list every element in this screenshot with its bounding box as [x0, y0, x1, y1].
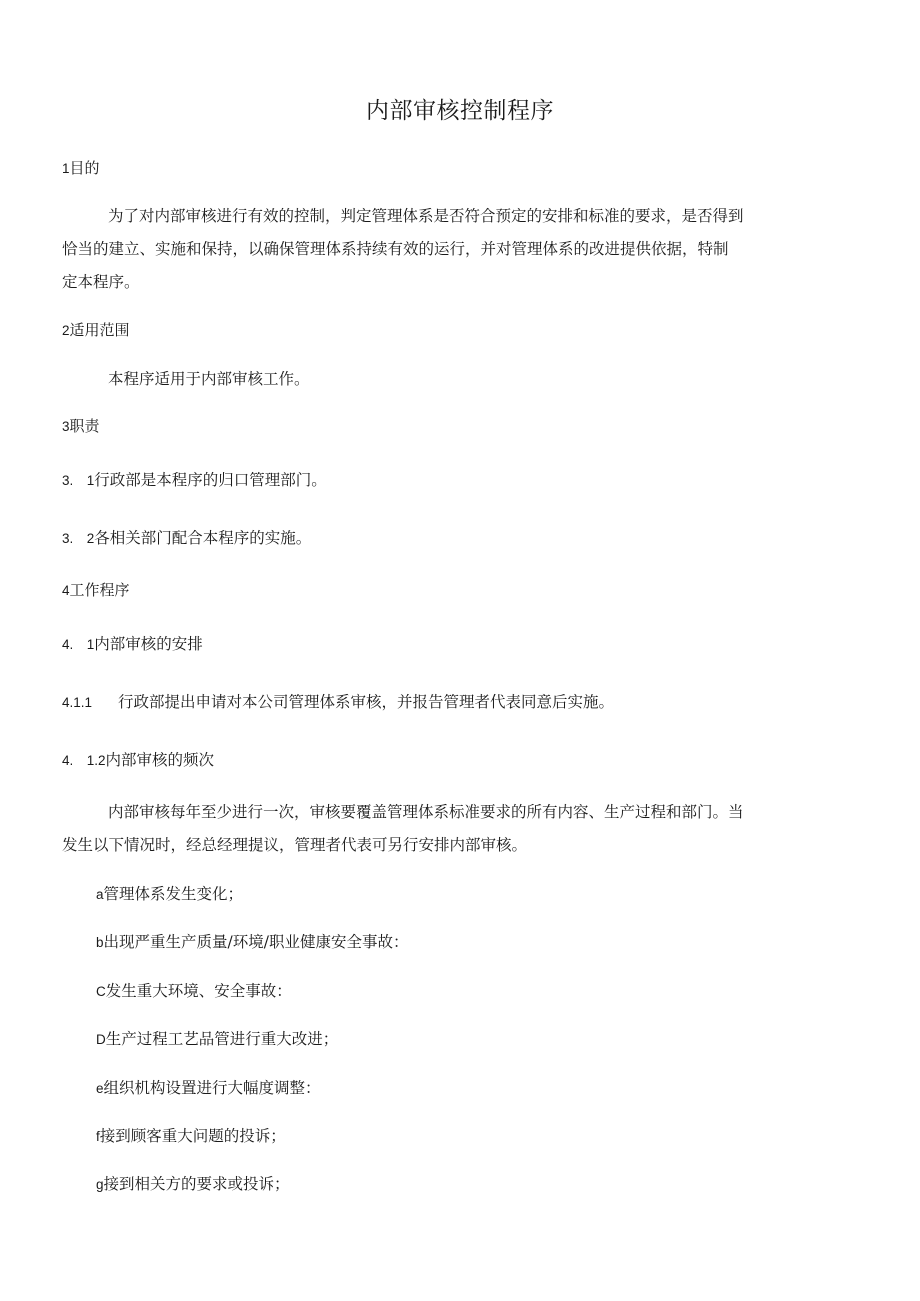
condition-item-f: [96, 1124, 286, 1146]
condition-text: 发生重大环境、安全事故：: [105, 982, 292, 1000]
condition-letter: D: [96, 1032, 106, 1047]
subsection-4-1-1: [62, 690, 614, 712]
document-title: 内部审核控制程序: [366, 98, 554, 124]
condition-letter: f: [96, 1129, 100, 1144]
purpose-line-3: 定本程序。: [62, 273, 140, 291]
section-number: 4: [62, 583, 70, 598]
condition-letter: g: [96, 1177, 104, 1192]
subsection-number: 4.1.1: [62, 695, 93, 710]
item-text: 行政部是本程序的归口管理部门。: [94, 471, 327, 489]
section-number: 3: [62, 419, 70, 434]
condition-item-c: [96, 979, 292, 1001]
section-number: 1: [62, 161, 70, 176]
section-heading-text: 职责: [69, 417, 100, 435]
purpose-line-2: 恰当的建立、实施和保持，以确保管理体系持续有效的运行，并对管理体系的改进提供依据，特制: [62, 240, 729, 258]
subsection-number: 4. 1.2: [62, 753, 106, 768]
condition-text: 组织机构设置进行大幅度调整：: [103, 1079, 321, 1097]
condition-text: 生产过程工艺品管进行重大改进；: [105, 1030, 339, 1048]
item-number: 3. 2: [62, 531, 95, 546]
responsibility-item-2: [62, 526, 311, 548]
condition-item-b: [96, 930, 408, 952]
section-heading-text: 适用范围: [69, 321, 130, 339]
frequency-line-1: 内部审核每年至少进行一次，审核要覆盖管理体系标准要求的所有内容、生产过程和部门。当: [108, 803, 744, 821]
condition-letter: a: [96, 887, 104, 902]
section-heading-text: 目的: [69, 159, 100, 177]
item-text: 各相关部门配合本程序的实施。: [94, 529, 312, 547]
condition-letter: b: [96, 935, 104, 950]
condition-letter: e: [96, 1081, 104, 1096]
scope-text: 本程序适用于内部审核工作。: [108, 370, 310, 388]
condition-letter: C: [96, 984, 106, 999]
condition-item-a: [96, 882, 243, 904]
subsection-text: 内部审核的安排: [94, 635, 203, 653]
subsection-number: 4. 1: [62, 637, 95, 652]
subsection-4-1-2: [62, 748, 214, 770]
subsection-text: 内部审核的频次: [105, 751, 215, 769]
condition-text: 出现严重生产质量/环境/职业健康安全事故：: [103, 933, 409, 951]
section-procedure-heading: [62, 579, 130, 600]
section-number: 2: [62, 323, 70, 338]
section-scope-heading: [62, 319, 130, 340]
condition-text: 接到顾客重大问题的投诉；: [99, 1127, 286, 1145]
section-purpose-heading: [62, 157, 100, 178]
section-heading-text: 工作程序: [69, 581, 130, 599]
item-number: 3. 1: [62, 473, 95, 488]
condition-item-g: [96, 1172, 290, 1194]
subsection-4-1: [62, 632, 203, 654]
condition-item-e: [96, 1076, 321, 1098]
responsibility-item-1: [62, 468, 327, 490]
section-responsibility-heading: [62, 415, 100, 436]
subsection-text: 行政部提出申请对本公司管理体系审核，并报告管理者代表同意后实施。: [118, 693, 615, 711]
purpose-line-1: 为了对内部审核进行有效的控制，判定管理体系是否符合预定的安排和标准的要求，是否得到: [108, 207, 744, 225]
condition-text: 接到相关方的要求或投诉；: [103, 1175, 290, 1193]
condition-text: 管理体系发生变化；: [103, 885, 244, 903]
frequency-line-2: 发生以下情况时，经总经理提议，管理者代表可另行安排内部审核。: [62, 836, 528, 854]
condition-item-d: [96, 1027, 338, 1049]
